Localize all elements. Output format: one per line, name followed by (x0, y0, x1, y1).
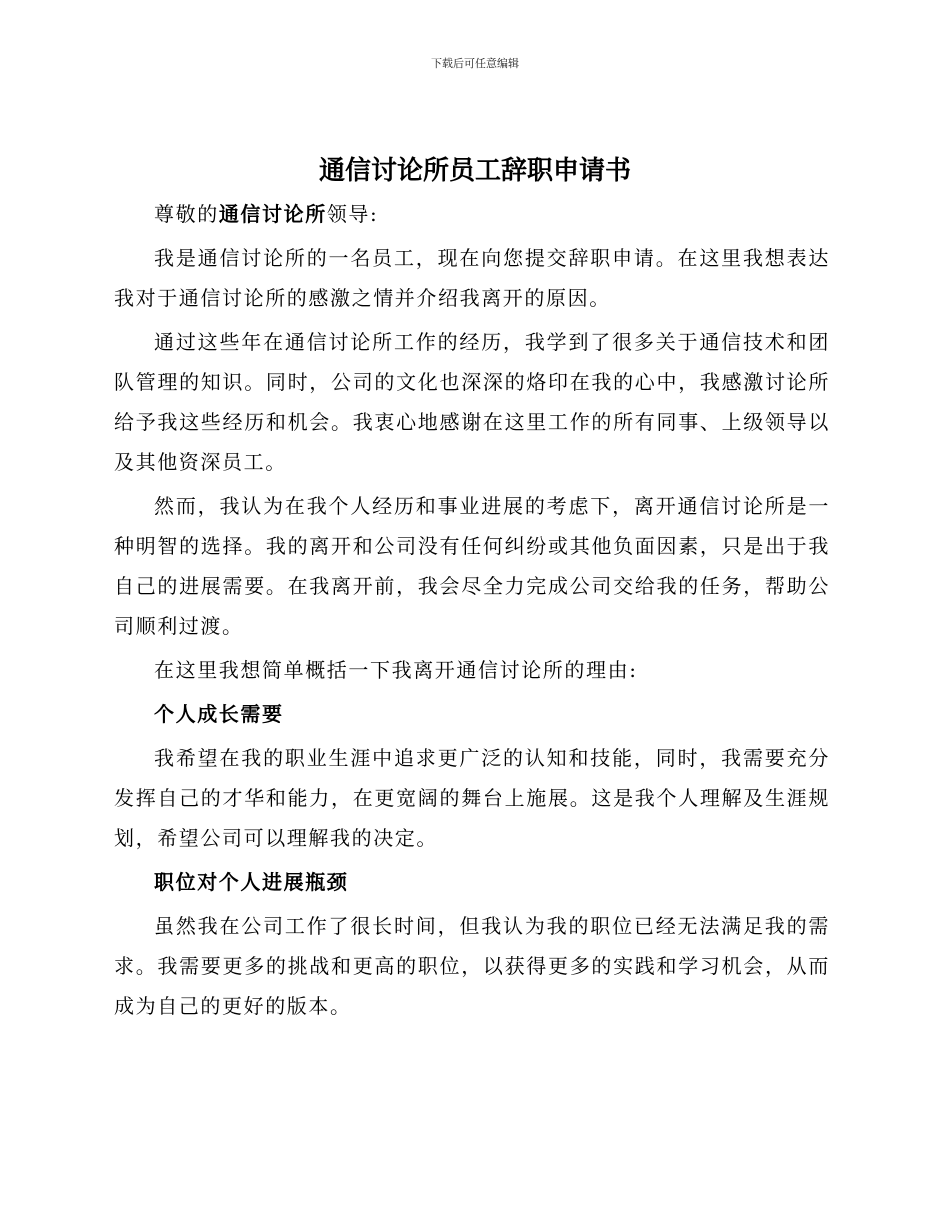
section-heading-bottleneck: 职位对个人进展瓶颈 (154, 870, 349, 894)
document-title: 通信讨论所员工辞职申请书 (318, 156, 631, 186)
salutation-org: 通信讨论所 (218, 202, 327, 226)
paragraph-decision: 然而，我认为在我个人经历和事业进展的考虑下，离开通信讨论所是一种明智的选择。我的离开和公司没有任何纠纷或其他负面因素，只是出于我自己的进展需要。在我离开前，我会尽全力完成公司交给我的任务，帮助公司顺利过渡。 (114, 494, 830, 638)
salutation-prefix: 尊敬的 (154, 202, 219, 226)
paragraph-intro: 我是通信讨论所的一名员工，现在向您提交辞职申请。在这里我想表达我对于通信讨论所的感激之情并介绍我离开的原因。 (114, 246, 830, 310)
salutation-suffix: 领导: (326, 202, 379, 226)
paragraph-reasons-intro: 在这里我想简单概括一下我离开通信讨论所的理由: (154, 658, 638, 682)
section-heading-growth: 个人成长需要 (154, 702, 284, 726)
paragraph-gratitude: 通过这些年在通信讨论所工作的经历，我学到了很多关于通信技术和团队管理的知识。同时，公司的文化也深深的烙印在我的心中，我感激讨论所给予我这些经历和机会。我衷心地感谢在这里工作的所有同事、上级领导以及其他资深员工。 (114, 330, 830, 474)
salutation (114, 194, 830, 234)
section-body-growth: 我希望在我的职业生涯中追求更广泛的认知和技能，同时，我需要充分发挥自己的才华和能力，在更宽阔的舞台上施展。这是我个人理解及生涯规划，希望公司可以理解我的决定。 (114, 746, 830, 850)
section-body-bottleneck: 虽然我在公司工作了很长时间，但我认为我的职位已经无法满足我的需求。我需要更多的挑战和更高的职位，以获得更多的实践和学习机会，从而成为自己的更好的版本。 (114, 914, 830, 1018)
document-body (114, 194, 830, 1030)
page-header-note: 下载后可任意编辑 (431, 57, 519, 70)
